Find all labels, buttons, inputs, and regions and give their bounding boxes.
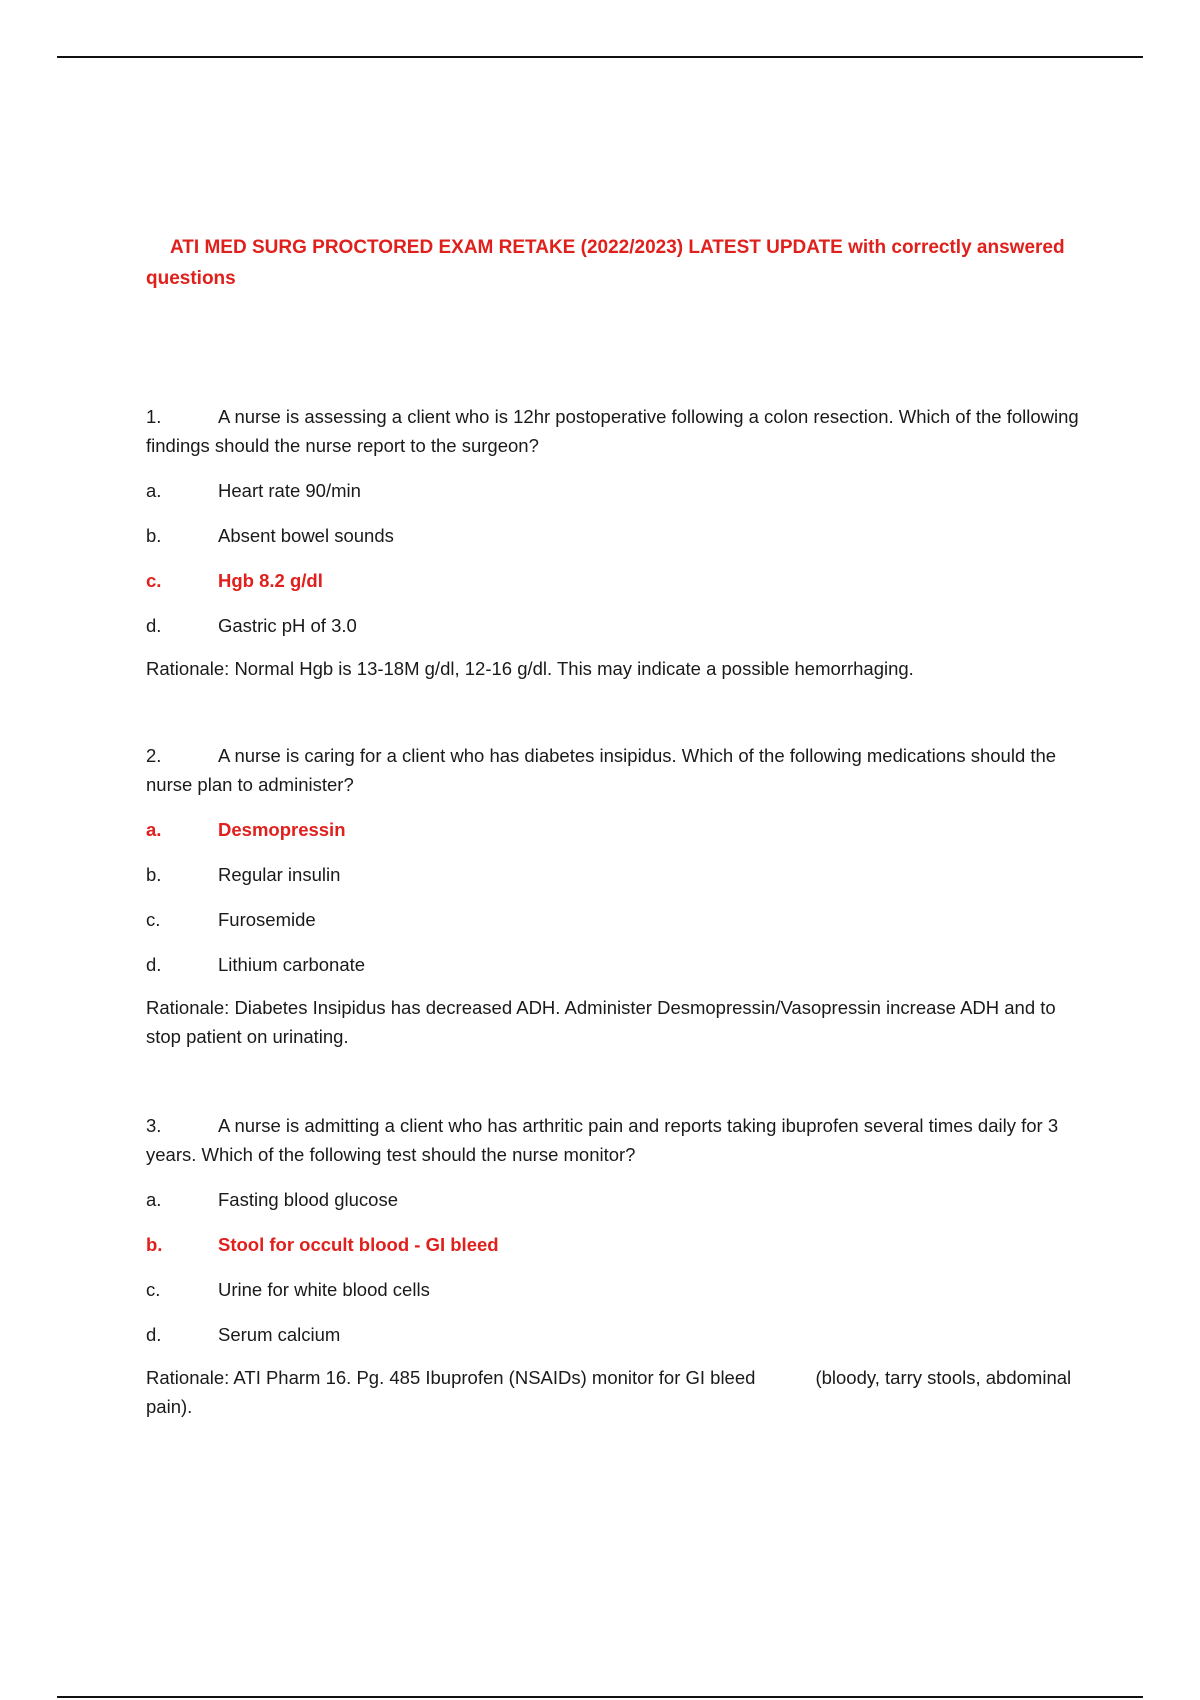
option-text: Desmopressin bbox=[218, 819, 346, 840]
question-stem bbox=[146, 1111, 1086, 1169]
answer-option bbox=[146, 611, 1086, 640]
option-letter: c. bbox=[146, 909, 161, 930]
answer-option bbox=[146, 1185, 1086, 1214]
option-letter: d. bbox=[146, 615, 162, 636]
question-number: 1. bbox=[146, 406, 162, 427]
option-letter: b. bbox=[146, 1234, 163, 1255]
bottom-rule bbox=[57, 1696, 1143, 1698]
option-text: Hgb 8.2 g/dl bbox=[218, 570, 323, 591]
option-text: Urine for white blood cells bbox=[218, 1279, 430, 1300]
question-text: A nurse is assessing a client who is 12hr postoperative following a colon resection. Which of the following findings should the nurse report to the surgeon? bbox=[146, 406, 1079, 456]
answer-option bbox=[146, 1320, 1086, 1349]
option-letter: a. bbox=[146, 1189, 162, 1210]
answer-option bbox=[146, 476, 1086, 505]
question-text: A nurse is caring for a client who has diabetes insipidus. Which of the following medications should the nurse plan to administer? bbox=[146, 745, 1057, 795]
option-text: Furosemide bbox=[218, 909, 316, 930]
answer-option bbox=[146, 1275, 1086, 1304]
question-3 bbox=[146, 1111, 1086, 1421]
option-letter: c. bbox=[146, 570, 162, 591]
question-1 bbox=[146, 402, 1086, 683]
question-text: A nurse is admitting a client who has arthritic pain and reports taking ibuprofen several times daily for 3 years. Which of the following test should the nurse monitor? bbox=[146, 1115, 1059, 1165]
option-text: Absent bowel sounds bbox=[218, 525, 394, 546]
answer-option bbox=[146, 950, 1086, 979]
correct-answer-option bbox=[146, 566, 1086, 595]
rationale bbox=[146, 1363, 1086, 1421]
option-text: Stool for occult blood - GI bleed bbox=[218, 1234, 499, 1255]
option-text: Serum calcium bbox=[218, 1324, 341, 1345]
answer-option bbox=[146, 905, 1086, 934]
option-letter: d. bbox=[146, 954, 162, 975]
option-text: Gastric pH of 3.0 bbox=[218, 615, 357, 636]
option-letter: a. bbox=[146, 819, 162, 840]
question-stem bbox=[146, 402, 1086, 460]
option-letter: c. bbox=[146, 1279, 161, 1300]
document-title: ATI MED SURG PROCTORED EXAM RETAKE (2022/2023) LATEST UPDATE with correctly answered questions bbox=[146, 237, 1065, 289]
correct-answer-option bbox=[146, 1230, 1086, 1259]
rationale-text: Rationale: ATI Pharm 16. Pg. 485 Ibuprofen (NSAIDs) monitor for GI bleed bbox=[146, 1367, 756, 1388]
option-letter: a. bbox=[146, 480, 162, 501]
option-text: Fasting blood glucose bbox=[218, 1189, 398, 1210]
option-letter: b. bbox=[146, 864, 162, 885]
option-text: Heart rate 90/min bbox=[218, 480, 361, 501]
rationale-text-continued: (bloody, tarry stools, abdominal pain). bbox=[146, 1367, 1072, 1417]
question-number: 2. bbox=[146, 745, 162, 766]
document-body bbox=[146, 232, 1086, 1421]
answer-options bbox=[146, 476, 1086, 640]
answer-options bbox=[146, 1185, 1086, 1349]
correct-answer-option bbox=[146, 815, 1086, 844]
option-letter: d. bbox=[146, 1324, 162, 1345]
rationale: Rationale: Diabetes Insipidus has decreased ADH. Administer Desmopressin/Vasopressin increase ADH and to stop patient on urinating. bbox=[146, 997, 1056, 1047]
question-2 bbox=[146, 741, 1086, 1051]
option-letter: b. bbox=[146, 525, 162, 546]
answer-options bbox=[146, 815, 1086, 979]
answer-option bbox=[146, 860, 1086, 889]
answer-option bbox=[146, 521, 1086, 550]
rationale: Rationale: Normal Hgb is 13-18M g/dl, 12-16 g/dl. This may indicate a possible hemorrhaging. bbox=[146, 658, 914, 679]
top-rule bbox=[57, 56, 1143, 58]
option-text: Regular insulin bbox=[218, 864, 341, 885]
question-stem bbox=[146, 741, 1086, 799]
question-number: 3. bbox=[146, 1115, 162, 1136]
option-text: Lithium carbonate bbox=[218, 954, 366, 975]
